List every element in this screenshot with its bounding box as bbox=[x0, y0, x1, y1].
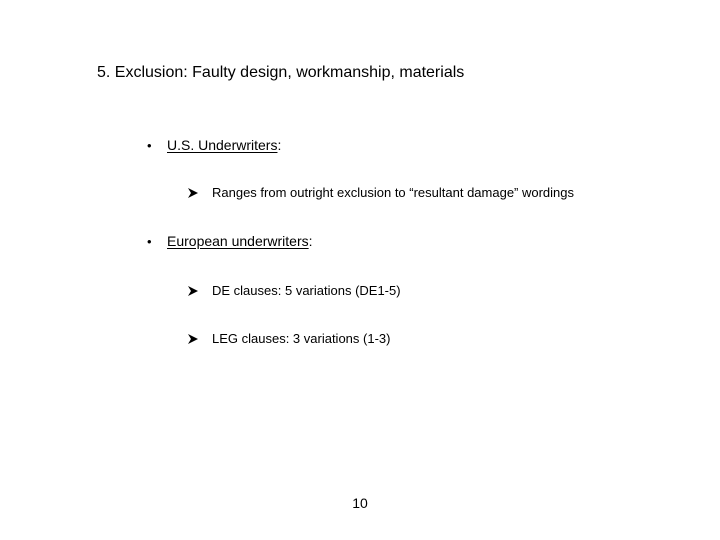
bullet-us-underwriters bbox=[147, 136, 281, 155]
sub-item-us-1 bbox=[187, 185, 574, 201]
arrow-bullet-icon bbox=[187, 333, 205, 345]
arrow-bullet-icon bbox=[187, 285, 205, 297]
bullet-dot: • bbox=[147, 234, 152, 249]
bullet-suffix: : bbox=[308, 233, 313, 249]
bullet-label: European underwriters bbox=[167, 233, 309, 249]
arrow-bullet-icon bbox=[187, 187, 205, 199]
sub-item-text: DE clauses: 5 variations (DE1-5) bbox=[212, 283, 401, 298]
sub-item-text: Ranges from outright exclusion to “resultant damage” wordings bbox=[212, 185, 575, 200]
page-number: 10 bbox=[352, 495, 368, 511]
slide-heading: 5. Exclusion: Faulty design, workmanship, materials bbox=[97, 64, 465, 81]
bullet-european-underwriters bbox=[147, 232, 313, 251]
sub-item-eu-1 bbox=[187, 283, 401, 299]
sub-item-eu-2 bbox=[187, 331, 390, 347]
bullet-label: U.S. Underwriters bbox=[167, 137, 278, 153]
bullet-suffix: : bbox=[277, 137, 282, 153]
sub-item-text: LEG clauses: 3 variations (1-3) bbox=[212, 331, 391, 346]
bullet-dot: • bbox=[147, 138, 152, 153]
